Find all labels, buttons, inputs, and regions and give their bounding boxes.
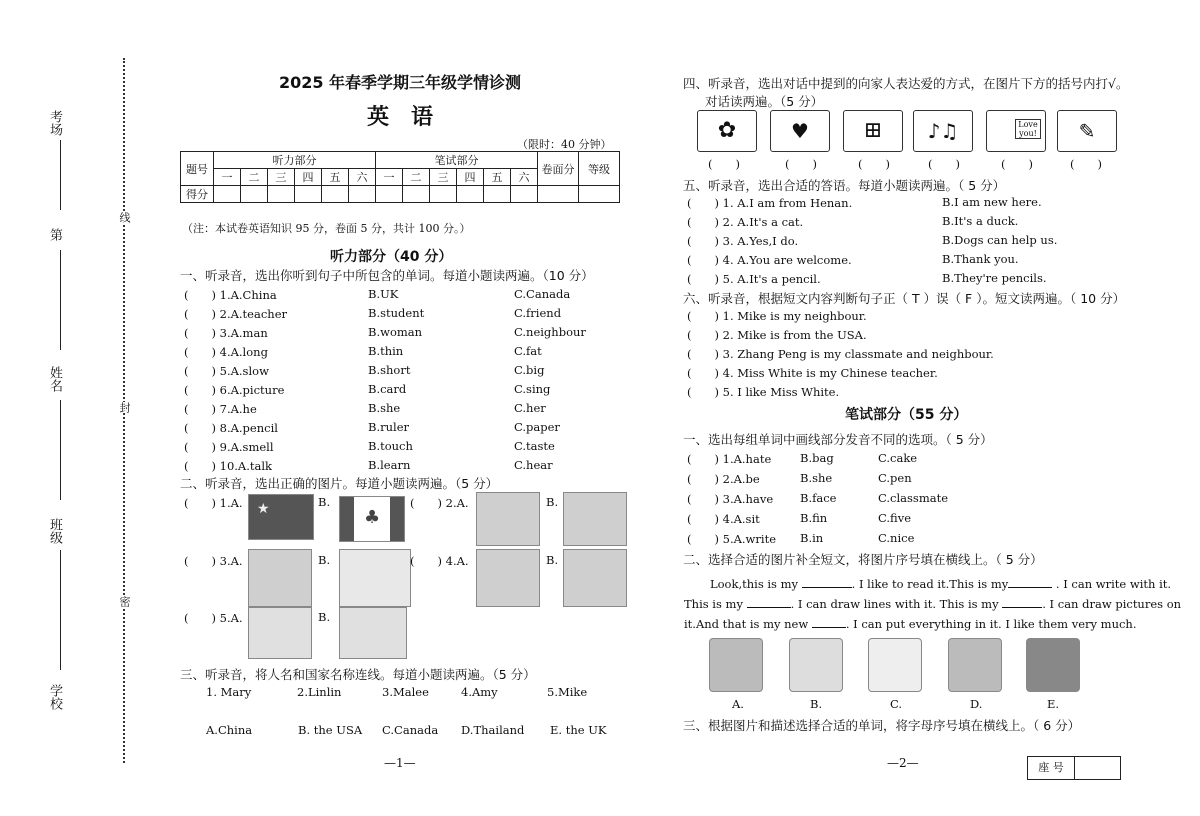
s1-option-c[interactable]: C.her: [514, 401, 546, 415]
w2-title: 二、选择合适的图片补全短文，将图片序号填在横线上。（ 5 分）: [683, 552, 1043, 567]
score-col-num: 一: [376, 169, 403, 186]
gift-pic[interactable]: ⊞: [843, 110, 903, 152]
s3-country[interactable]: D.Thailand: [461, 723, 525, 737]
s1-option-a[interactable]: ( ) 1.A.China: [184, 288, 277, 302]
score-cell[interactable]: [322, 186, 349, 203]
s2-b-label: B.: [318, 495, 331, 509]
paper-image[interactable]: [868, 638, 922, 692]
w2-text: . I can draw pictures on: [1042, 597, 1182, 611]
s6-statement[interactable]: ( ) 1. Mike is my neighbour.: [687, 309, 867, 323]
w1-option-a[interactable]: ( ) 3.A.have: [687, 492, 774, 506]
pen-image[interactable]: [948, 638, 1002, 692]
score-cell[interactable]: [268, 186, 295, 203]
s3-country[interactable]: C.Canada: [382, 723, 439, 737]
w1-option-a[interactable]: ( ) 4.A.sit: [687, 512, 760, 526]
score-row-label: 得分: [181, 186, 214, 203]
s5-option-b[interactable]: B.I am new here.: [942, 195, 1042, 209]
s4-title: 四、听录音，选出对话中提到的向家人表达爱的方式，在图片下方的括号内打√。: [683, 76, 1129, 91]
score-grade-header: 等级: [579, 152, 620, 186]
flower-pic[interactable]: ✿: [697, 110, 757, 152]
s2-b-label: B.: [318, 553, 331, 567]
boy-smelling-flower-image[interactable]: [563, 549, 627, 607]
score-cell[interactable]: [484, 186, 511, 203]
s5-option-a[interactable]: ( ) 5. A.It's a pencil.: [687, 272, 821, 286]
s1-option-b[interactable]: B.learn: [368, 458, 411, 472]
exam-room-line: [60, 140, 61, 210]
s5-option-a[interactable]: ( ) 4. A.You are welcome.: [687, 253, 852, 267]
score-writing-header: 笔试部分: [376, 152, 538, 169]
s5-option-b[interactable]: B.Dogs can help us.: [942, 233, 1058, 247]
s4-paren[interactable]: ( ): [928, 157, 960, 171]
score-cell[interactable]: [430, 186, 457, 203]
w2-pic-label: D.: [970, 697, 983, 711]
w2-text: . I can draw lines with it. This is my: [790, 597, 1003, 611]
score-cell[interactable]: [403, 186, 430, 203]
page-number-1: —1—: [384, 756, 416, 770]
score-col-num: 五: [322, 169, 349, 186]
s4-paren[interactable]: ( ): [858, 157, 890, 171]
s3-name[interactable]: 1. Mary: [206, 685, 252, 699]
score-col-num: 六: [511, 169, 538, 186]
exam-note: （注：本试卷英语知识 95 分，卷面 5 分，共计 100 分。）: [182, 222, 471, 235]
w2-text: . I can write with it.: [1052, 577, 1172, 591]
school-label: 学校: [47, 684, 62, 710]
s1-option-b[interactable]: B.woman: [368, 325, 423, 339]
s1-option-c[interactable]: C.taste: [514, 439, 555, 453]
seat-line: [60, 250, 61, 350]
binding-mark-xian: 线: [118, 212, 131, 223]
w1-option-b[interactable]: B.fin: [800, 511, 828, 525]
writing-pic[interactable]: ✎: [1057, 110, 1117, 152]
s5-option-a[interactable]: ( ) 2. A.It's a cat.: [687, 215, 804, 229]
score-col-num: 四: [295, 169, 322, 186]
w1-option-b[interactable]: B.she: [800, 471, 833, 485]
dog-image[interactable]: [248, 549, 312, 607]
pencil-sharpener-image[interactable]: [709, 638, 763, 692]
class-label: 班级: [47, 518, 62, 544]
score-cell[interactable]: [295, 186, 322, 203]
time-limit: （限时：40 分钟）: [517, 138, 612, 151]
s5-option-b[interactable]: B.They're pencils.: [942, 271, 1047, 285]
score-col-num: 六: [349, 169, 376, 186]
w1-option-c[interactable]: C.pen: [878, 471, 912, 485]
answer-blank[interactable]: [1002, 607, 1042, 608]
love-you-bubble: Love you!: [1015, 119, 1041, 139]
s3-name[interactable]: 3.Malee: [382, 685, 429, 699]
score-col-num: 三: [268, 169, 295, 186]
s1-option-a[interactable]: ( ) 10.A.talk: [184, 459, 273, 473]
name-label: 姓名: [47, 366, 62, 392]
w2-text: Look,this is my: [710, 577, 802, 591]
score-neatness-header: 卷面分: [538, 152, 579, 186]
s2-title: 二、听录音，选出正确的图片。每道小题读两遍。（5 分）: [180, 476, 499, 491]
subject-title: 英 语: [366, 105, 433, 130]
s2-b-label: B.: [546, 553, 559, 567]
score-listening-header: 听力部分: [214, 152, 376, 169]
s1-title: 一、听录音，选出你听到句子中所包含的单词。每道小题读两遍。（10 分）: [180, 268, 594, 283]
s6-statement[interactable]: ( ) 3. Zhang Peng is my classmate and neighbour.: [687, 347, 994, 361]
golden-gate-bridge-image[interactable]: [476, 492, 540, 546]
answer-blank[interactable]: [812, 627, 846, 628]
s1-option-b[interactable]: B.ruler: [368, 420, 409, 434]
w1-option-b[interactable]: B.face: [800, 491, 837, 505]
s1-option-b[interactable]: B.card: [368, 382, 407, 396]
s4-title-2: 对话读两遍。（5 分）: [705, 94, 824, 109]
w1-option-c[interactable]: C.five: [878, 511, 912, 525]
w2-pic-label: B.: [810, 697, 823, 711]
s3-title: 三、听录音，将人名和国家名称连线。每道小题读两遍。（5 分）: [180, 667, 536, 682]
big-ben-image[interactable]: [563, 492, 627, 546]
s1-option-a[interactable]: ( ) 4.A.long: [184, 345, 268, 359]
answer-blank[interactable]: [747, 607, 791, 608]
s5-title: 五、听录音，选出合适的答语。每道小题读两遍。（ 5 分）: [683, 178, 1006, 193]
score-cell[interactable]: [538, 186, 579, 203]
s4-paren[interactable]: ( ): [708, 157, 740, 171]
w2-passage-line-2: [684, 597, 1181, 611]
w1-option-b[interactable]: B.in: [800, 531, 824, 545]
seat-number-field[interactable]: [1075, 757, 1120, 779]
w1-option-a[interactable]: ( ) 5.A.write: [687, 532, 777, 546]
s1-option-c[interactable]: C.friend: [514, 306, 562, 320]
exam-room-label: 考场: [47, 110, 62, 136]
children-talking-image[interactable]: [248, 607, 312, 659]
score-col-num: 五: [484, 169, 511, 186]
dance-music-pic[interactable]: ♪♫: [913, 110, 973, 152]
exam-title: 2025 年春季学期三年级学情诊测: [278, 73, 522, 92]
s1-option-b[interactable]: B.short: [368, 363, 411, 377]
s5-option-b[interactable]: B.It's a duck.: [942, 214, 1019, 228]
s3-name[interactable]: 2.Linlin: [297, 685, 342, 699]
s5-option-b[interactable]: B.Thank you.: [942, 252, 1019, 266]
score-cell[interactable]: [241, 186, 268, 203]
s1-option-b[interactable]: B.student: [368, 306, 425, 320]
s1-option-a[interactable]: ( ) 7.A.he: [184, 402, 257, 416]
score-cell[interactable]: [214, 186, 241, 203]
canada-flag-image[interactable]: ♣: [339, 496, 405, 542]
w2-pic-label: E.: [1047, 697, 1060, 711]
listening-section-title: 听力部分（40 分）: [330, 249, 453, 265]
s2-q3-label: ( ) 3.A.: [184, 554, 243, 568]
s4-paren[interactable]: ( ): [1001, 157, 1033, 171]
score-cell[interactable]: [376, 186, 403, 203]
s1-option-c[interactable]: C.paper: [514, 420, 560, 434]
s1-option-a[interactable]: ( ) 9.A.smell: [184, 440, 274, 454]
answer-blank[interactable]: [1008, 587, 1052, 588]
score-col-num: 二: [241, 169, 268, 186]
s2-q1-label: ( ) 1.A.: [184, 496, 243, 510]
s1-option-a[interactable]: ( ) 5.A.slow: [184, 364, 269, 378]
w1-option-a[interactable]: ( ) 2.A.be: [687, 472, 760, 486]
binding-mark-feng: 封: [118, 402, 131, 413]
s2-b-label: B.: [546, 495, 559, 509]
s1-option-c[interactable]: C.hear: [514, 458, 553, 472]
s1-option-a[interactable]: ( ) 8.A.pencil: [184, 421, 278, 435]
seat-number-label: 座 号: [1028, 757, 1075, 779]
s1-option-c[interactable]: C.big: [514, 363, 545, 377]
s1-option-a[interactable]: ( ) 6.A.picture: [184, 383, 285, 397]
s1-option-b[interactable]: B.she: [368, 401, 401, 415]
s2-q5-label: ( ) 5.A.: [184, 611, 243, 625]
s6-title: 六、听录音，根据短文内容判断句子正（ T ）误（ F ）。短文读两遍。（ 10 分）: [683, 291, 1126, 306]
s2-b-label: B.: [318, 610, 331, 624]
s6-statement[interactable]: ( ) 4. Miss White is my Chinese teacher.: [687, 366, 938, 380]
s2-q2-label: ( ) 2.A.: [410, 496, 469, 510]
w2-text: This is my: [684, 597, 747, 611]
s6-statement[interactable]: ( ) 2. Mike is from the USA.: [687, 328, 867, 342]
name-line: [60, 400, 61, 500]
w1-option-c[interactable]: C.cake: [878, 451, 918, 465]
s5-option-a[interactable]: ( ) 1. A.I am from Henan.: [687, 196, 853, 210]
s1-option-c[interactable]: C.Canada: [514, 287, 571, 301]
s1-option-c[interactable]: C.sing: [514, 382, 551, 396]
w1-option-b[interactable]: B.bag: [800, 451, 834, 465]
seat-number-box: [1027, 756, 1121, 780]
score-table-header: 题号: [181, 152, 214, 186]
w2-passage-line-3: [684, 617, 1137, 631]
boys-image[interactable]: [339, 607, 407, 659]
score-cell[interactable]: [349, 186, 376, 203]
s1-option-b[interactable]: B.thin: [368, 344, 404, 358]
writing-section-title: 笔试部分（55 分）: [845, 407, 968, 423]
answer-blank[interactable]: [802, 587, 852, 588]
s4-paren[interactable]: ( ): [785, 157, 817, 171]
score-cell[interactable]: [457, 186, 484, 203]
s6-statement[interactable]: ( ) 5. I like Miss White.: [687, 385, 840, 399]
w2-passage-line-1: [710, 577, 1171, 591]
w2-text: . I can put everything in it. I like them very much.: [845, 617, 1137, 631]
w3-title: 三、根据图片和描述选择合适的单词，将字母序号填在横线上。（ 6 分）: [683, 718, 1081, 733]
w1-option-c[interactable]: C.classmate: [878, 491, 949, 505]
s2-q4-label: ( ) 4.A.: [410, 554, 469, 568]
class-line: [60, 550, 61, 670]
card-heart-pic[interactable]: ♥: [770, 110, 830, 152]
ruler-image[interactable]: [789, 638, 843, 692]
page-number-2: —2—: [887, 756, 919, 770]
s3-country[interactable]: E. the UK: [550, 723, 607, 737]
score-cell[interactable]: [579, 186, 620, 203]
s3-name[interactable]: 4.Amy: [461, 685, 498, 699]
s5-option-a[interactable]: ( ) 3. A.Yes,I do.: [687, 234, 799, 248]
score-cell[interactable]: [511, 186, 538, 203]
binding-mark-mi: 密: [118, 596, 131, 607]
s4-paren[interactable]: ( ): [1070, 157, 1102, 171]
w2-pic-label: C.: [890, 697, 903, 711]
score-col-num: 二: [403, 169, 430, 186]
w2-text: . I like to read it.This is my: [851, 577, 1009, 591]
s1-option-c[interactable]: C.neighbour: [514, 325, 586, 339]
score-col-num: 三: [430, 169, 457, 186]
w1-option-c[interactable]: C.nice: [878, 531, 915, 545]
s1-option-b[interactable]: B.touch: [368, 439, 413, 453]
book-image[interactable]: [1026, 638, 1080, 692]
score-table: [180, 151, 620, 203]
s1-option-a[interactable]: ( ) 3.A.man: [184, 326, 268, 340]
w1-option-a[interactable]: ( ) 1.A.hate: [687, 452, 772, 466]
s1-option-c[interactable]: C.fat: [514, 344, 542, 358]
score-col-num: 一: [214, 169, 241, 186]
china-flag-image[interactable]: ★: [248, 494, 314, 540]
girl-magnifier-image[interactable]: [476, 549, 540, 607]
panda-image[interactable]: [339, 549, 411, 607]
love-you-pic[interactable]: [986, 110, 1046, 152]
s3-country[interactable]: A.China: [206, 723, 253, 737]
s3-country[interactable]: B. the USA: [298, 723, 363, 737]
w1-title: 一、选出每组单词中画线部分发音不同的选项。（ 5 分）: [683, 432, 993, 447]
w2-text: it.And that is my new: [684, 617, 812, 631]
s1-option-b[interactable]: B.UK: [368, 287, 399, 301]
s3-name[interactable]: 5.Mike: [547, 685, 588, 699]
w2-pic-label: A.: [732, 697, 744, 711]
seat-label: 第: [47, 228, 62, 241]
s1-option-a[interactable]: ( ) 2.A.teacher: [184, 307, 287, 321]
score-col-num: 四: [457, 169, 484, 186]
